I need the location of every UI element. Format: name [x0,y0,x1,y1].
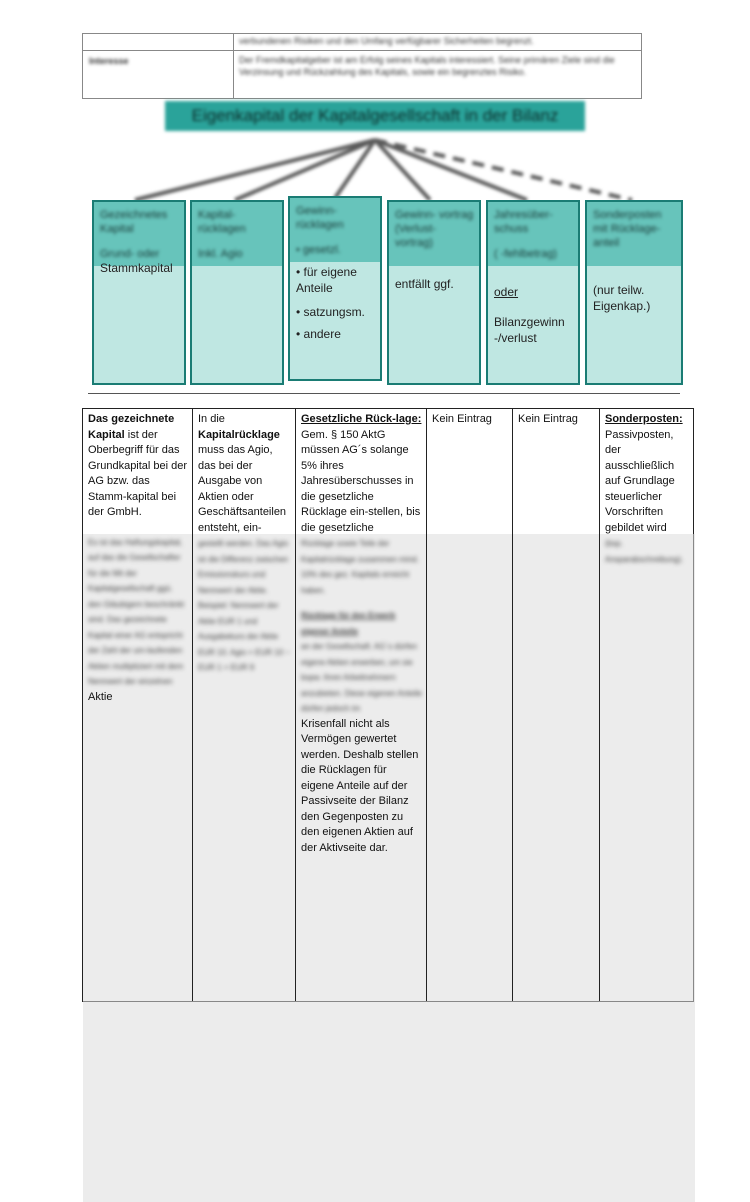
table-cell [605,412,691,567]
box-head-text: Jahresüber- schuss [494,209,553,235]
cell-blurred-head: Rücklage für den Erwerb eigener Anteile [301,611,396,636]
table-col-4 [427,409,513,1001]
table-cell [198,412,291,676]
box-head-text: Kapital- rücklagen [198,209,246,235]
table-cell: Kein Eintrag [432,413,492,425]
top-table-row2-text: Der Fremdkapitalgeber ist am Erfolg seines Kapitals interessiert. Seine primären Ziele sind die Verzinsung und Rückzahlung des Kapitals, sowie ein begrenztes Risiko. [239,55,615,77]
box-body [593,268,677,314]
box-body-line: Bilanzgewinn -/verlust [494,315,565,345]
top-table [82,33,642,99]
box-kapitalruecklagen [190,200,284,385]
bottom-table [82,408,694,1002]
cell-tail: Krisenfall nicht als Vermögen gewertet werden. Deshalb stellen die Rücklagen für eigene Anteile auf der Passivseite der Bilanz den Gegenposten zu den eigenen Aktien auf der Aktivseite dar. [301,717,419,854]
connector-line [235,140,375,200]
box-body-line: • für eigene Anteile [296,265,357,295]
table-col-3 [296,409,427,1001]
diagram-title: Eigenkapital der Kapitalgesellschaft in der Bilanz [165,101,585,131]
cell-head: Gesetzliche Rück-lage: [301,413,422,425]
box-sonderposten [585,200,683,385]
box-head-text: Gezeichnetes Kapital [100,209,168,235]
box-jahresueberschuss [486,200,580,385]
box-body-line: oder [494,285,519,299]
box-body-line: • andere [296,327,341,341]
box-head-text: Gewinn- rücklagen [296,205,344,231]
box-body [494,268,574,346]
box-sub-text: ( -fehlbetrag) [494,248,557,260]
connector-line [375,140,430,200]
cell-blurred: Rücklage sowie Teile der Kapitalrücklage zusammen mind. 10% des gez. Kapitals erreicht haben. [301,539,419,595]
box-body [296,264,376,344]
box-gezeichnetes-kapital [92,200,186,385]
box-body-line: entfällt ggf. [395,277,454,291]
top-table-divider [233,34,234,98]
cell-lead: In die [198,413,225,425]
box-head-text: Sonderposten mit Rücklage- anteil [593,209,662,249]
cell-blurred: (bsp. Ansparabschreibung). [605,539,684,564]
cell-lead-bold: Kapitalrücklage [198,428,280,441]
cell-lead: ist der Oberbegriff für das Grundkapital bei der AG bzw. das Stamm-kapital bei der GmbH. [88,428,188,518]
table-cell [301,412,422,856]
table-col-6 [600,409,695,1001]
divider-line [88,393,680,394]
connector-line [375,140,527,200]
top-table-row2-label: Interesse [89,56,129,66]
box-head-text: Gewinn- vortrag (Verlust- vortrag) [395,209,474,249]
box-body-line: (nur teilw. Eigenkap.) [593,283,651,313]
box-sub-text: Grund- oder [100,248,160,260]
cell-tail: Aktie [88,690,113,703]
cell-lead-2: muss das Agio, das bei der Ausgabe von Aktien oder Geschäftsanteilen entsteht, ein- [198,444,287,534]
cell-lead: Passivposten, der ausschließlich auf Grundlage steuerlicher Vorschriften gebildet wird [605,428,675,534]
connector-line [375,140,632,200]
table-col-1 [83,409,193,1001]
cell-blurred: an der Gesellschaft. AG´s dürfen eigene Aktien erwerben, um sie bspw. ihren Arbeitnehmern anzubieten. Diese eigenen Anteile dürfen jedoch im [301,642,422,713]
cell-blurred: gestellt werden. Das Agio ist die Differenz zwischen Emissionskurs und Nennwert der Aktie. Beispiel: Nennwert der Aktie EUR 1 und Ausgabekurs der Aktie EUR 10. Agio = EUR 10 − EUR 1 = EUR 9 [198,539,291,672]
table-col-5 [513,409,600,1001]
cell-head: Sonderposten: [605,413,683,425]
box-body [100,261,180,278]
connector-line [135,140,375,200]
box-body-line: • satzungsm. [296,305,365,319]
cell-lead-bold: Das gezeichnete Kapital [88,413,175,441]
box-body-line: Stammkapital [100,261,173,275]
box-gewinnvortrag [387,200,481,385]
cell-lead: Gem. § 150 AktG müssen AG´s solange 5% ihres Jahresüberschusses in die gesetzliche Rücklage ein-stellen, bis die gesetzliche [301,428,421,534]
box-body [395,268,475,294]
connector-line [335,140,375,198]
box-gewinnruecklagen [288,196,382,381]
table-cell: Kein Eintrag [518,413,578,425]
table-col-2 [193,409,296,1001]
box-sub-text: • gesetzl. [296,244,341,256]
cell-blurred: Es ist das Haftungskapital, auf das die Gesellschafter für die Mit der Kapitalgesellschaft ggü. den Gläubigern beschränkt sind. Das gezeichnete Kapital einer AG entspricht der Zahl der um-laufenden Aktien multipliziert mit dem Nennwert der einzelnen [88,537,185,686]
top-table-row1-text: verbundenen Risiken und den Umfang verfügbarer Sicherheiten begrenzt. [239,36,534,46]
table-cell [88,412,188,705]
box-sub-text: Inkl. Agio [198,248,243,260]
